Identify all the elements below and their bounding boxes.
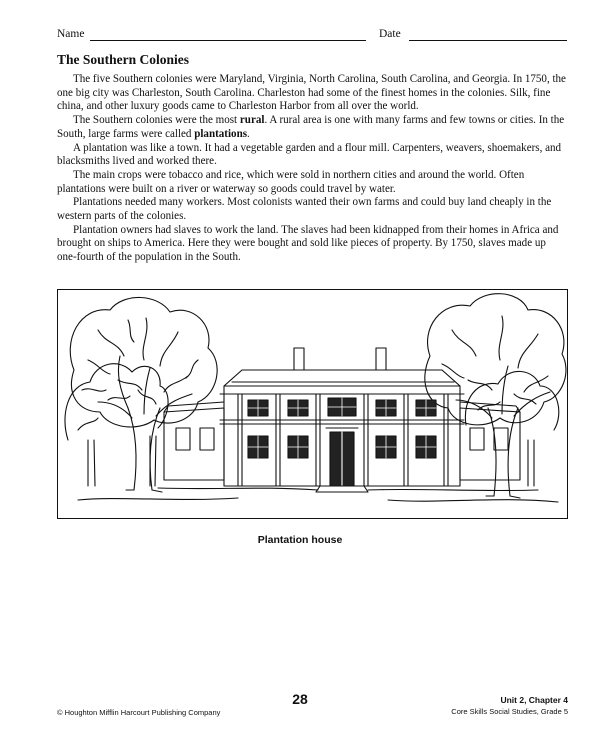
book-title: Core Skills Social Studies, Grade 5 (451, 707, 568, 716)
paragraph (57, 224, 568, 265)
copyright-notice: © Houghton Mifflin Harcourt Publishing Company (57, 708, 221, 717)
chimneys (294, 348, 386, 370)
text-run: The main crops were tobacco and rice, which were sold in northern cities and around the world. Often plantations were built on a river or waterway so goods could travel by water. (57, 168, 525, 195)
name-label: Name (57, 28, 85, 40)
front-door (326, 428, 358, 486)
text-run: Plantation owners had slaves to work the land. The slaves had been kidnapped from their homes in Africa and brought on ships to America. Here they were bought and sold like pieces of property. By 1750, slaves made up one-fourth of the population in the South. (57, 223, 559, 264)
date-label: Date (379, 28, 401, 40)
text-run: . A rural area is one with many farms and few towns or cities. In the South, large farms were called (57, 114, 565, 140)
name-field[interactable] (90, 40, 366, 41)
text-run: A plantation was like a town. It had a vegetable garden and a flour mill. Carpenters, weavers, shoemakers, and blacksmiths lived and worked there. (57, 141, 562, 168)
text-run: Plantations needed many workers. Most colonists wanted their own farms and could buy land cheaply in the western parts of the colonies. (57, 196, 552, 223)
text-run: The Southern colonies were the most (73, 114, 240, 127)
vocabulary-term: plantations (194, 127, 248, 140)
page-title: The Southern Colonies (57, 52, 190, 67)
paragraph (57, 169, 568, 196)
plantation-house-illustration (57, 289, 568, 519)
paragraph (57, 114, 568, 141)
paragraph (57, 196, 568, 223)
paragraph (57, 73, 568, 114)
footer-right (451, 694, 568, 717)
date-field[interactable] (409, 40, 567, 41)
vocabulary-term: rural (239, 114, 265, 127)
page-number: 28 (292, 691, 308, 707)
right-tree (425, 294, 566, 498)
unit-label: Unit 2, Chapter 4 (500, 695, 568, 705)
paragraph (57, 142, 568, 169)
figure-caption: Plantation house (257, 534, 343, 546)
text-run: . (247, 127, 250, 140)
body-text (57, 73, 568, 265)
text-run: The five Southern colonies were Maryland, Virginia, North Carolina, South Carolina, and Georgia. In 1750, the one big city was Charleston, South Carolina. Charleston had some of the finest homes in the colonies. Silk, fine china, and other luxury goods came to Charleston Harbor from all over the world. (57, 73, 566, 113)
header-line (57, 28, 567, 42)
